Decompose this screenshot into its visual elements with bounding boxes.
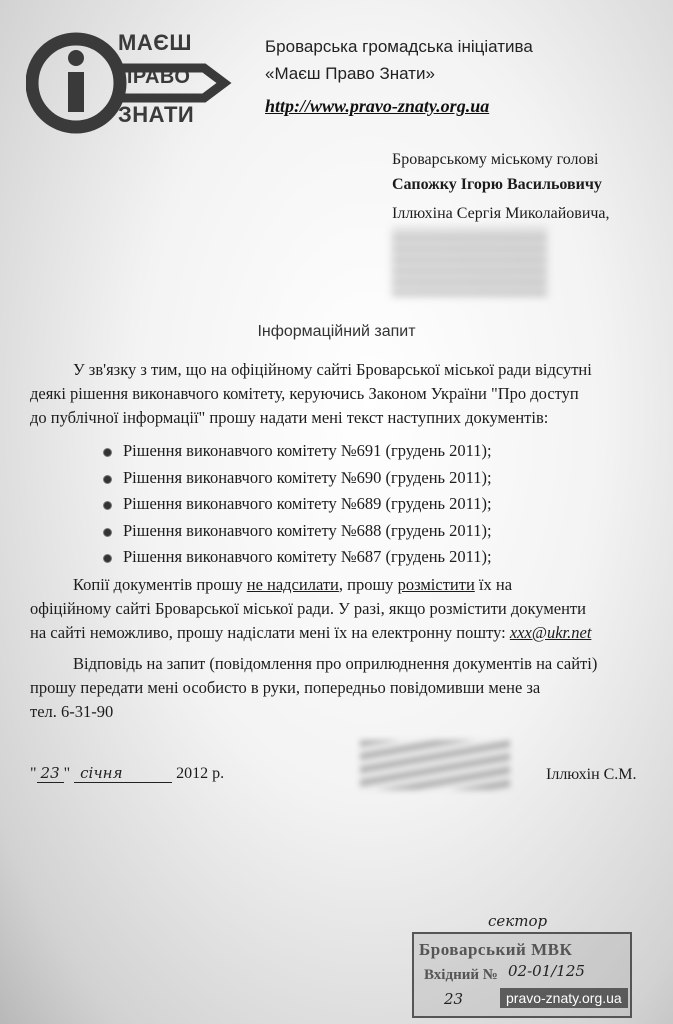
redacted-address	[392, 228, 547, 296]
stamp-header: Броварський МВК	[419, 940, 573, 959]
stamp-date: 23	[444, 990, 464, 1008]
response-line: тел. 6-31-90	[30, 702, 114, 721]
date-quote: "	[63, 765, 71, 782]
response-line: прошу передати мені особисто в руки, попередньо повідомивши мене за	[30, 678, 541, 697]
copies-text: Копії документів прошу	[73, 575, 247, 594]
logo-line-1: МАЄШ	[118, 30, 192, 55]
requested-documents-list	[103, 438, 492, 571]
org-name: Броварська громадська ініціатива	[265, 37, 533, 56]
not-send-text: не надсилати	[246, 575, 339, 594]
intro-line: деякі рішення виконавчого комітету, керуючись Законом України "Про доступ	[30, 384, 579, 403]
copies-text: , прошу	[338, 575, 398, 594]
logo-line-2: ПРАВО	[118, 66, 191, 88]
org-title: «Маєш Право Знати»	[265, 64, 435, 83]
intro-line: У зв'язку з тим, що на офіційному сайті Броварської міської ради відсутні	[73, 360, 592, 379]
stamp-sector-note: сектор	[488, 912, 548, 930]
intro-line: до публічної інформації" прошу надати мені текст наступних документів:	[30, 408, 549, 427]
response-paragraph	[30, 652, 648, 724]
list-item: Рішення виконавчого комітету №690 (грудень 2011);	[103, 465, 492, 492]
watermark: pravo-znaty.org.ua	[500, 988, 628, 1008]
list-item: Рішення виконавчого комітету №691 (грудень 2011);	[103, 438, 492, 465]
date-line	[30, 764, 224, 783]
signer-name: Іллюхін С.М.	[546, 766, 637, 783]
list-item: Рішення виконавчого комітету №688 (грудень 2011);	[103, 518, 492, 545]
email-link[interactable]: xxx@ukr.net	[509, 623, 592, 642]
list-item: Рішення виконавчого комітету №689 (грудень 2011);	[103, 491, 492, 518]
response-line: Відповідь на запит (повідомлення про оприлюднення документів на сайті)	[73, 654, 598, 673]
stamp-incoming-label: Вхідний №	[424, 967, 498, 983]
date-day: 23	[37, 764, 64, 783]
place-text: розмістити	[397, 575, 475, 594]
list-item: Рішення виконавчого комітету №687 (грудень 2011);	[103, 544, 492, 571]
copies-text: їх на	[474, 575, 513, 594]
stamp-incoming-number: 02-01/125	[508, 962, 585, 980]
redacted-signature	[360, 740, 510, 790]
sender-name: Іллюхіна Сергія Миколайовича,	[392, 205, 610, 222]
org-url[interactable]: http://www.pravo-znaty.org.ua	[265, 96, 490, 116]
logo-line-3: ЗНАТИ	[118, 102, 195, 127]
copies-line: офіційному сайті Броварської міської ради. У разі, якщо розмістити документи	[30, 599, 586, 618]
date-month: січня	[74, 764, 172, 783]
date-quote: "	[30, 765, 37, 782]
addressee-name: Сапожку Ігорю Васильовичу	[392, 176, 602, 193]
intro-paragraph	[30, 358, 648, 430]
date-year: 2012 р.	[176, 765, 225, 782]
document-title: Інформаційний запит	[257, 323, 416, 340]
copies-line: на сайті неможливо, прошу надіслати мені їх на електронну пошту:	[30, 623, 510, 642]
addressee-line-1: Броварському міському голові	[392, 151, 599, 168]
copies-paragraph	[30, 573, 648, 645]
